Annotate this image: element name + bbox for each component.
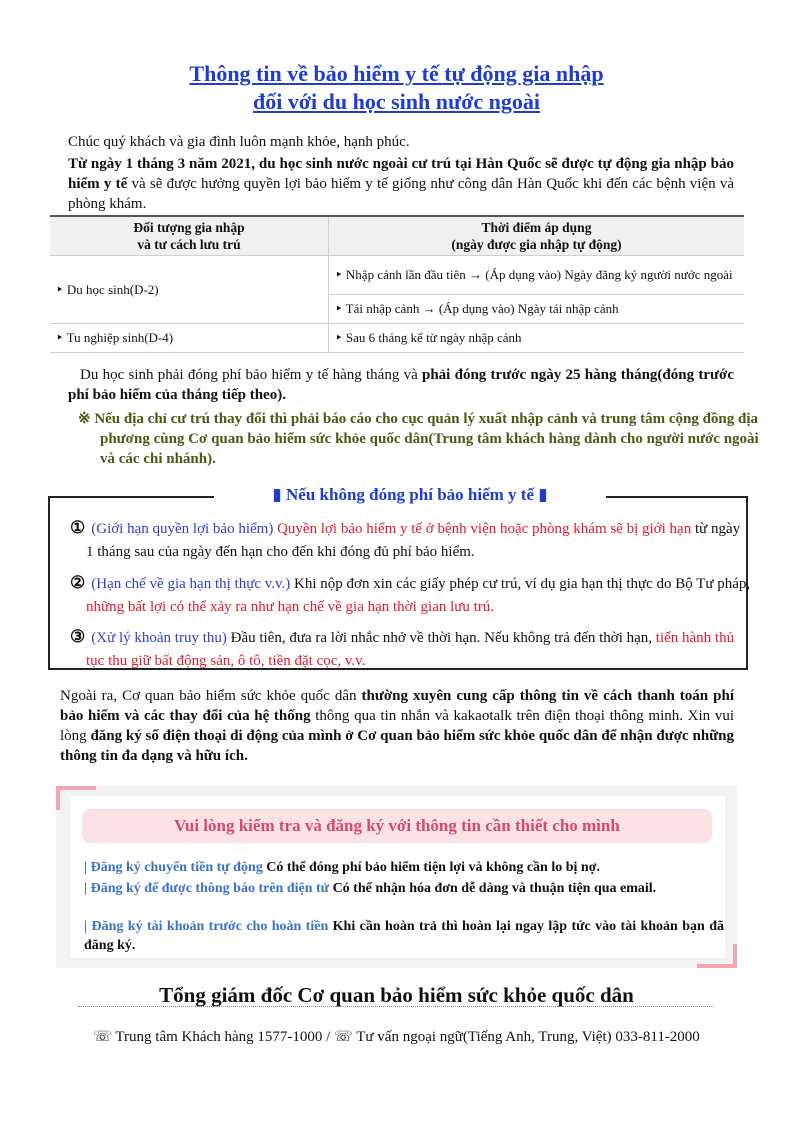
payment-bold: phải đóng trước ngày 25 hàng tháng(đóng trước phí bảo hiểm của tháng tiếp theo).: [68, 367, 734, 403]
signature-divider: [78, 1006, 714, 1007]
intro-bold: Từ ngày 1 tháng 3 năm 2021, du học sinh nước ngoài cư trú tại Hàn Quốc sẽ được tự động gia nhập bảo hiểm y tế: [68, 156, 734, 192]
consequence-item-2: ② (Hạn chế về gia hạn thị thực v.v.) Khi nộp đơn xin các giấy phép cư trú, ví dụ gia hạn thị thực do Bộ Tư pháp, những bất lợi có thể xảy ra như hạn chế về gia hạn thời gian lưu trú.: [70, 573, 751, 615]
greeting: Chúc quý khách và gia đình luôn mạnh khỏe, hạnh phúc.: [68, 134, 410, 150]
box-title: ▮ Nếu không đóng phí bảo hiểm y tế ▮: [272, 485, 548, 504]
box-top-border-right: [606, 496, 746, 498]
card-item-refund-account: | Đăng ký tài khoản trước cho hoàn tiền Khi cần hoàn trả thì hoàn lại ngay lập tức vào tài khoản bạn đã đăng ký.: [84, 919, 724, 953]
table-header-row: [50, 216, 744, 256]
table-row: [50, 256, 744, 295]
consequence-item-1: ① (Giới hạn quyền lợi bảo hiểm) Quyền lợi bảo hiểm y tế ở bệnh viện hoặc phòng khám sẽ bị giới hạn từ ngày 1 tháng sau của ngày đến hạn cho đến khi đóng đủ phí bảo hiểm.: [70, 518, 741, 560]
consequence-item-3: ③ (Xử lý khoản truy thu) Đầu tiên, đưa ra lời nhắc nhở về thời hạn. Nếu không trả đến thời hạn, tiến hành thủ tục thu giữ bất động sản, ô tô, tiền đặt cọc, v.v.: [70, 627, 735, 669]
payment-paragraph: [68, 365, 734, 405]
contact-info: ☏ Trung tâm Khách hàng 1577-1000 / ☏ Tư vấn ngoại ngữ(Tiếng Anh, Trung, Việt) 033-811-2000: [93, 1029, 700, 1045]
row-type-student: ‣ Du học sinh(D-2): [50, 256, 329, 324]
card-item-e-notice: | Đăng ký để được thông báo trên điện tử Có thể nhận hóa đơn dễ dàng và thuận tiện qua email.: [84, 881, 657, 896]
signature: Tổng giám đốc Cơ quan bảo hiểm sức khỏe quốc dân: [159, 983, 634, 1007]
table-header-date: Thời điểm áp dụng (ngày được gia nhập tự động): [329, 216, 745, 256]
card-corner-accent: [697, 964, 737, 968]
card-corner-accent: [56, 786, 96, 790]
address-change-note: ※ Nếu địa chỉ cư trú thay đổi thì phải báo cáo cho cục quản lý xuất nhập cảnh và trung tâm cộng đồng địa phương cùng Cơ quan bảo hiểm sức khỏe quốc dân(Trung tâm khách hàng dành cho người nước ngoài và các chi nhánh).: [78, 411, 759, 467]
card-corner-accent: [56, 786, 60, 810]
document-title: [0, 60, 793, 116]
table-row: [50, 324, 744, 353]
row-first-entry: ‣ Nhập cảnh lần đầu tiên → (Áp dụng vào) Ngày đăng ký người nước ngoài: [329, 256, 745, 295]
intro-rest: và sẽ được hưởng quyền lợi bảo hiểm y tế giống như công dân Hàn Quốc khi đến các bệnh viện và phòng khám.: [68, 176, 734, 212]
row-type-trainee: ‣ Tu nghiệp sinh(D-4): [50, 324, 329, 353]
card-corner-accent: [733, 944, 737, 968]
intro-paragraph: [68, 154, 734, 214]
title-line-2: đối với du học sinh nước ngoài: [253, 89, 540, 114]
registration-card-header: Vui lòng kiểm tra và đăng ký với thông tin cần thiết cho mình: [82, 809, 712, 843]
eligibility-table: [50, 215, 744, 353]
payment-normal: Du học sinh phải đóng phí bảo hiểm y tế hàng tháng và: [80, 367, 422, 383]
row-six-months: ‣ Sau 6 tháng kể từ ngày nhập cảnh: [329, 324, 745, 353]
table-header-type: Đối tượng gia nhập và tư cách lưu trú: [50, 216, 329, 256]
title-line-1: Thông tin về bảo hiểm y tế tự động gia nhập: [189, 61, 604, 86]
row-reentry: ‣ Tái nhập cảnh → (Áp dụng vào) Ngày tái nhập cảnh: [329, 295, 745, 324]
info-paragraph: Ngoài ra, Cơ quan bảo hiểm sức khỏe quốc dân thường xuyên cung cấp thông tin về cách thanh toán phí bảo hiểm và các thay đổi của hệ thống thông qua tin nhắn và kakaotalk trên điện thoại thông minh. Xin vui lòng đăng ký số điện thoại di động của mình ở Cơ quan bảo hiểm sức khỏe quốc dân để nhận được những thông tin đa dạng và hữu ích.: [60, 688, 735, 764]
card-item-auto-transfer: | Đăng ký chuyển tiền tự động Có thể đóng phí bảo hiểm tiện lợi và không cần lo bị nợ.: [84, 860, 600, 875]
box-top-border-left: [48, 496, 214, 498]
